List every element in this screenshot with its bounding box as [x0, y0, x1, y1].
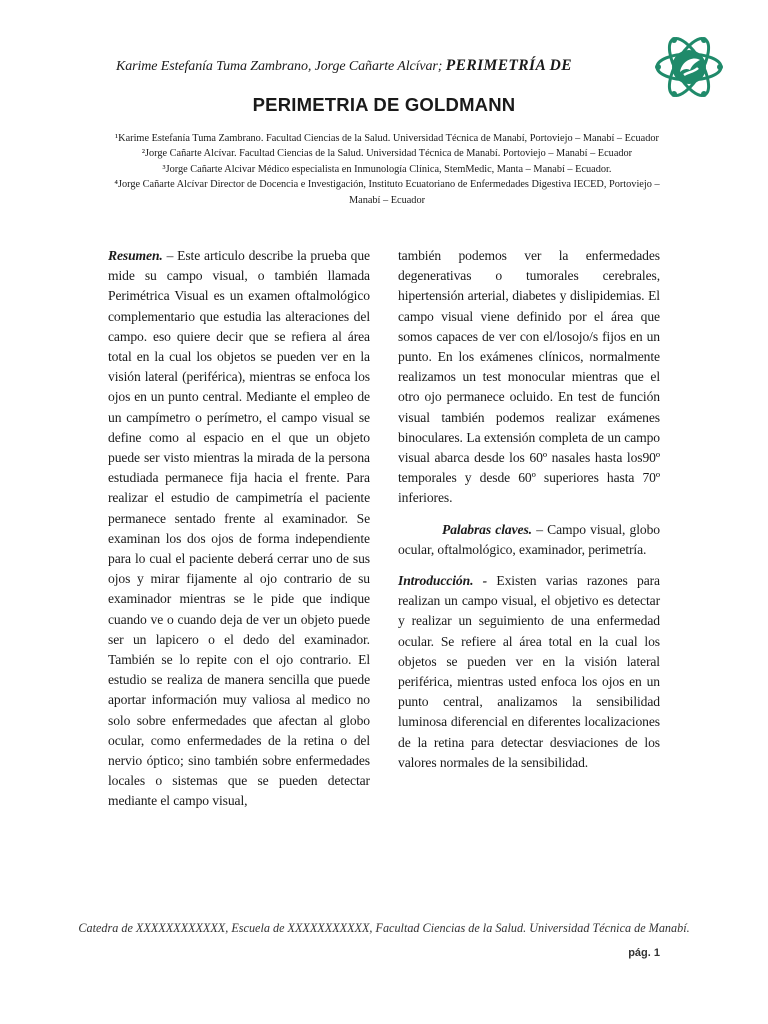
- introduction-label: Introducción. -: [398, 573, 488, 589]
- paper-title: PERIMETRIA DE GOLDMANN: [252, 94, 516, 115]
- keywords-paragraph: [398, 520, 660, 560]
- introduction-text: Existen varias razones para realizan un campo visual, el objetivo es detectar y realizar un seguimiento de una enfermedad ocular. Se refiere al área total en la cual los objetos se pueden ver en la visión lateral periférica, mientras usted enfoca los ojos en un punto central, analizamos la sensibilidad luminosa diferencial en diferentes localizaciones de la retina para detectar desviaciones de los valores normales de la sensibilidad.: [398, 573, 660, 770]
- abstract-label: Resumen.: [108, 248, 163, 263]
- header-authors: Karime Estefanía Tuma Zambrano, Jorge Cañarte Alcívar;: [116, 59, 443, 74]
- abstract-continuation: también podemos ver la enfermedades degenerativas o tumorales cerebrales, hipertensión arterial, diabetes y dislipidemias. El campo visual viene definido por el área que somos capaces de ver con el/losojo/s fijos en un punto. En los exámenes clínicos, normalmente realizamos un test monocular mientras que el otro ojo permanece ocluido. En test de función visual también podemos realizar exámenes binoculares. La extensión completa de un campo visual abarca desde los 60º nasales hasta los90º temporales y desde 60º superiores hasta 70º inferiores.: [398, 248, 660, 506]
- affiliation-1: ¹Karime Estefanía Tuma Zambrano. Facultad Ciencias de la Salud. Universidad Técnica de Manabí, Portoviejo – Manabí – Ecuador: [115, 133, 659, 144]
- affiliations: [112, 131, 662, 208]
- affiliation-4: ⁴Jorge Cañarte Alcívar Director de Docencia e Investigación, Instituto Ecuatoriano de Enfermedades Digestiva IECED, Portoviejo – Manabí – Ecuador: [114, 179, 660, 206]
- affiliation-3: ³Jorge Cañarte Alcivar Médico especialista en Inmunología Clínica, StemMedic, Manta – Manabí – Ecuador.: [162, 163, 612, 175]
- header-running-title: PERIMETRÍA DE: [445, 57, 572, 74]
- introduction-paragraph: [398, 571, 660, 773]
- running-header: [116, 57, 656, 75]
- page-number: pág. 1: [628, 947, 660, 959]
- keywords-label: Palabras claves.: [442, 521, 532, 537]
- atom-leaf-logo-icon: [654, 32, 724, 102]
- column-left: [108, 246, 370, 812]
- abstract-paragraph: [108, 246, 370, 812]
- affiliation-2: ²Jorge Cañarte Alcívar. Facultad Ciencias de la Salud. Universidad Técnica de Manabí. Portoviejo – Manabí – Ecuador: [141, 148, 633, 160]
- abstract-text: – Este articulo describe la prueba que mide su campo visual, o también llamada Perimétrica Visual es un examen oftalmológico complementario que estudia las alteraciones del campo. eso quiere decir que se refiera al área total en la cual los objetos se pueden ver en la visión lateral (periférica), mientras se enfoca los ojos en un punto central. Mediante el empleo de un campímetro o perímetro, el campo visual se define como al espacio en el que un objeto puede ser visto mientras la mirada de la persona estudiada permanece fija hacia el frente. Para realizar el estudio de campimetría el paciente permanece sentado frente al examinador. Se examinan los dos ojos de forma independiente para lo cual el paciente deberá cerrar uno de sus ojos y mirar fijamente al ojo contrario de su examinador mientras se le pide que indique cuando ve o cuando deja de ver un objeto puede ser un lapicero o el dedo del examinador. También se lo repite con el ojo contrario. El estudio se realiza de manera sencilla que puede aportar información muy valiosa al medico no solo sobre enfermedades que afectan al globo ocular, como enfermedades de la retina o del nervio óptico; sino también sobre enfermedades locales o sistemas que se pueden detectar mediante el campo visual,: [108, 248, 370, 809]
- column-right: [398, 246, 660, 773]
- page-footer: Catedra de XXXXXXXXXXXX, Escuela de XXXXXXXXXXX, Facultad Ciencias de la Salud. Universidad Técnica de Manabí.: [78, 921, 690, 935]
- keywords-text: – Campo visual, globo ocular, oftalmológico, examinador, perimetría.: [398, 521, 660, 557]
